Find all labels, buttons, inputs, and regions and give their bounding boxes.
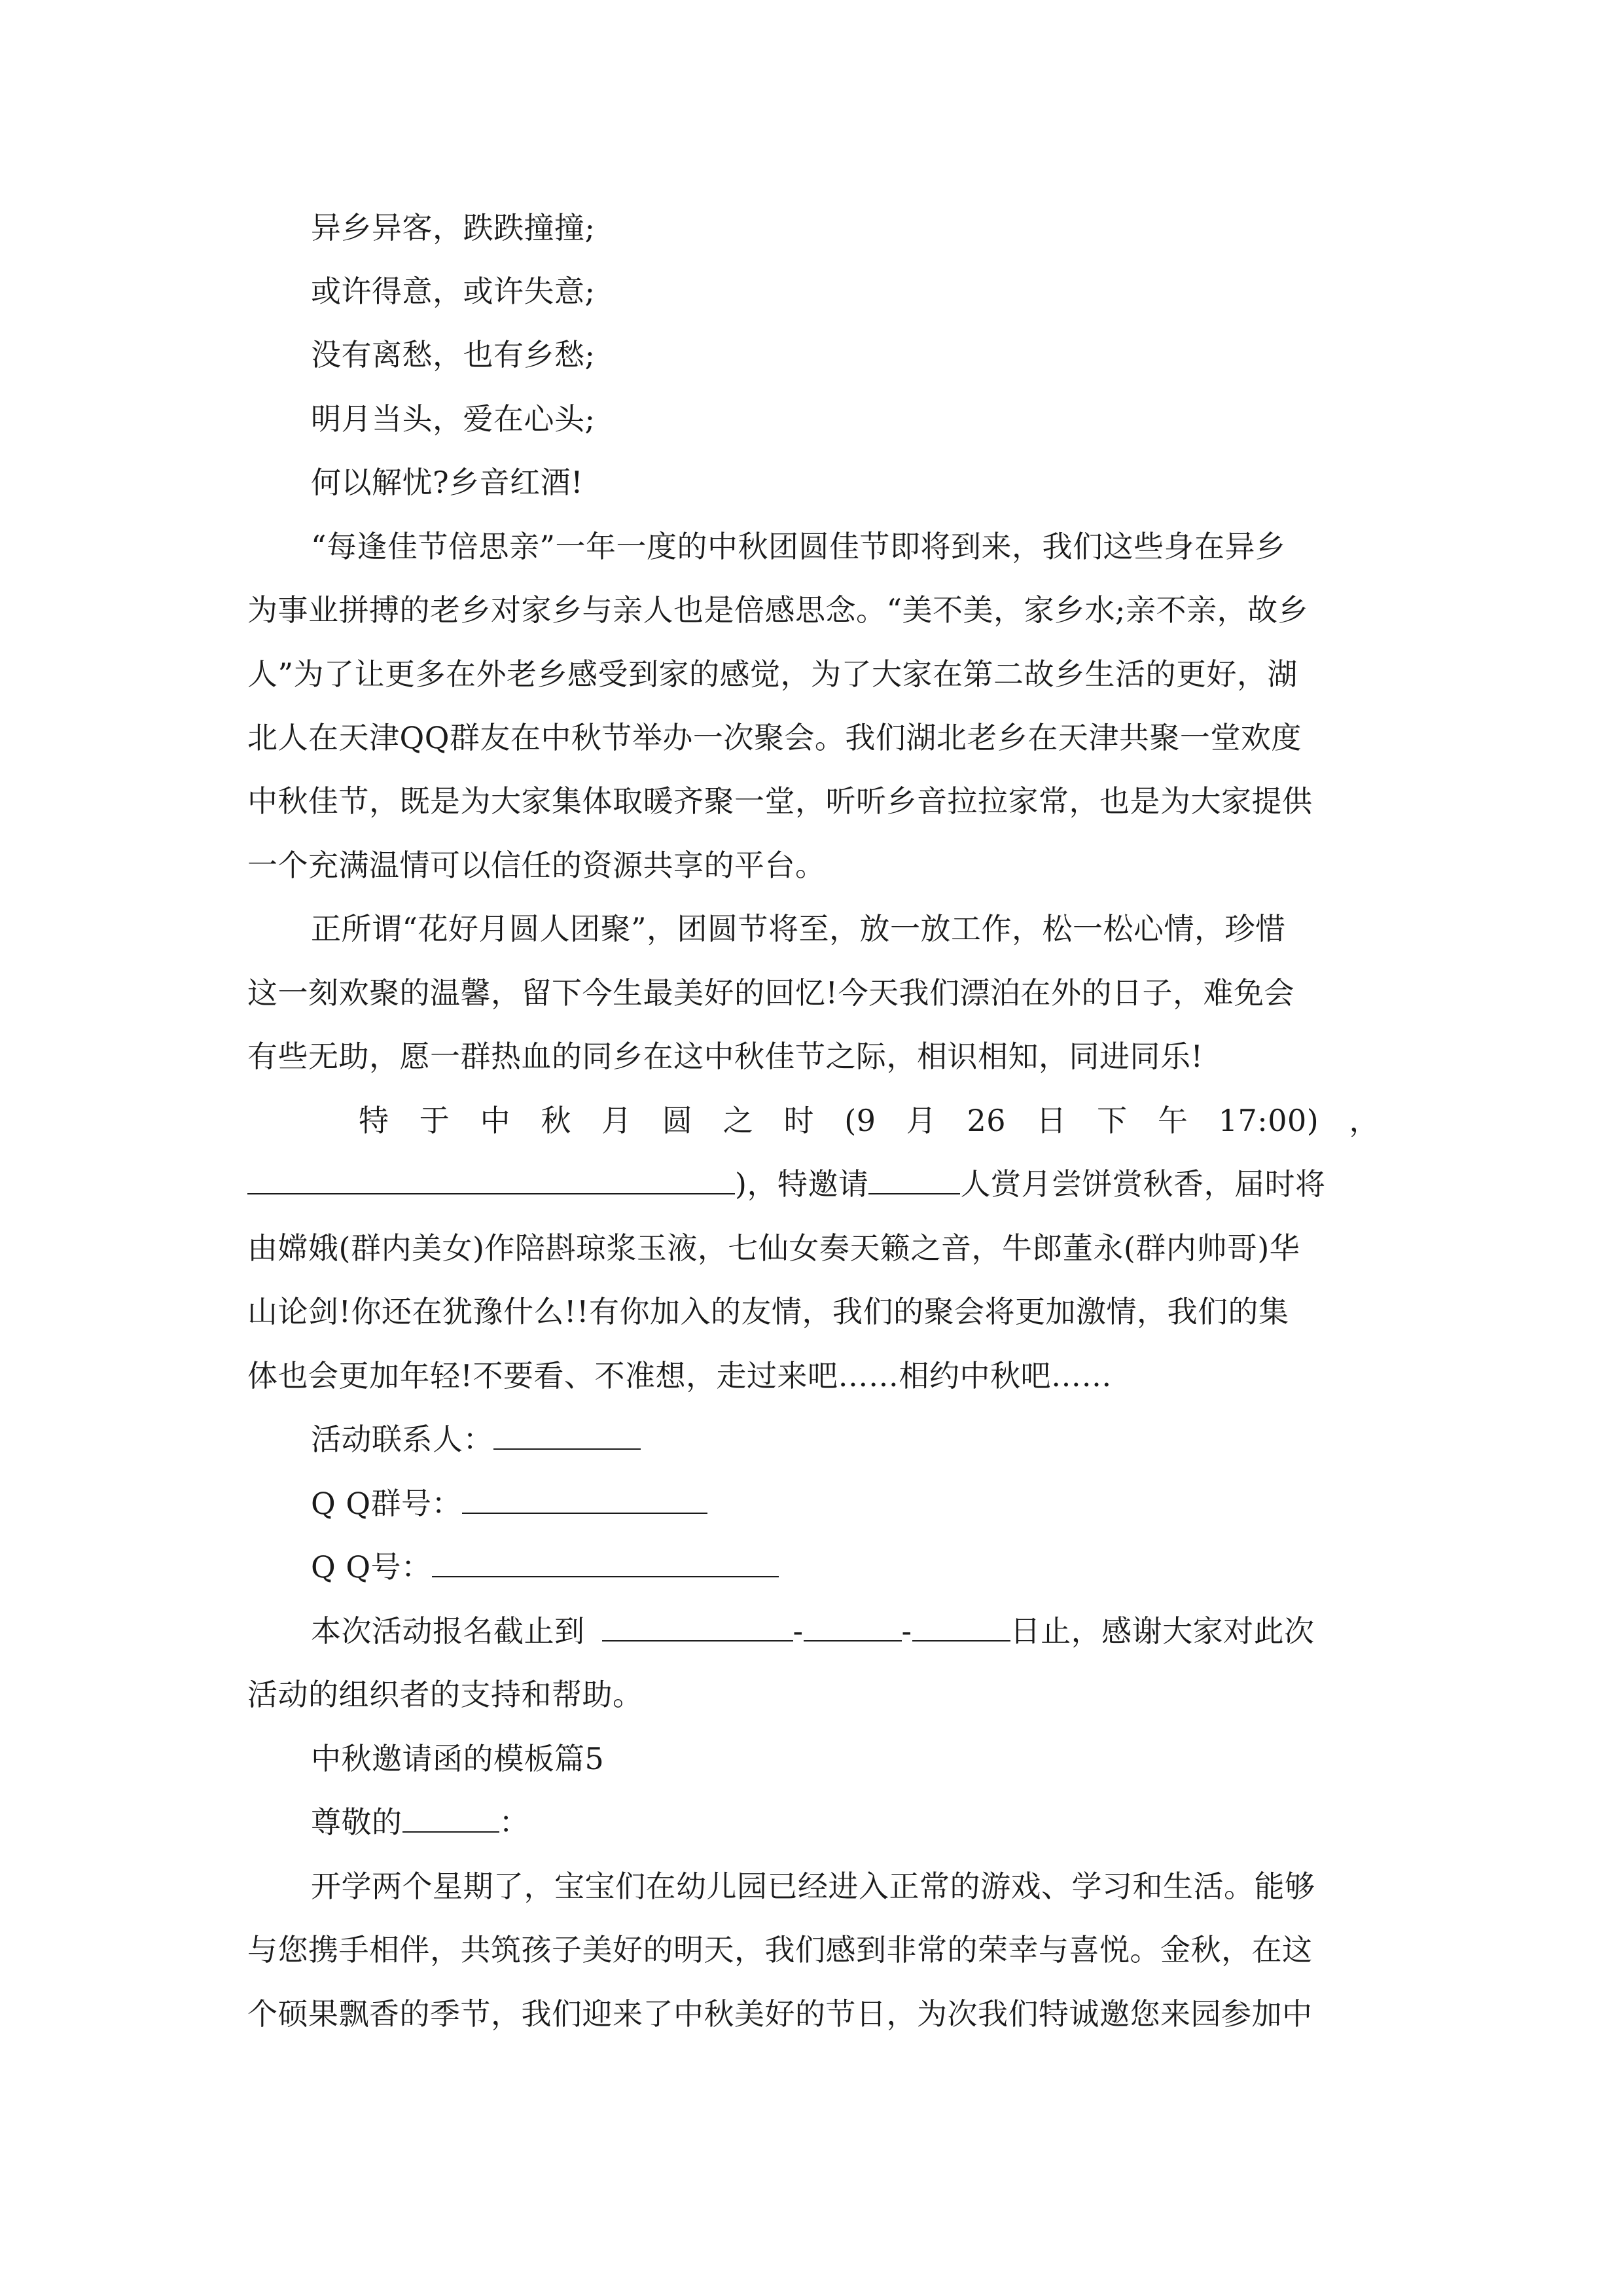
paragraph2-line-2: 这一刻欢聚的温馨，留下今生最美好的回忆!今天我们漂泊在外的日子，难免会 (247, 975, 1294, 1011)
qq-blank[interactable] (432, 1547, 779, 1577)
spaced-word: 26 (967, 1103, 1007, 1138)
spaced-word: 17:00) (1218, 1103, 1319, 1138)
section5-line-3: 个硕果飘香的季节，我们迎来了中秋美好的节日，为次我们特诚邀您来园参加中 (247, 1996, 1313, 2032)
poem-line-5: 何以解忧?乡音红酒! (311, 465, 584, 500)
poem-line-4: 明月当头，爱在心头; (311, 401, 596, 437)
contact-person-label: 活动联系人： (311, 1422, 493, 1457)
spaced-word: 时 (783, 1103, 814, 1138)
spaced-word: 于 (419, 1103, 450, 1138)
paragraph1-line-2: 为事业拼搏的老乡对家乡与亲人也是倍感思念。“美不美，家乡水;亲不亲，故乡 (247, 592, 1309, 628)
spaced-word: 日 (1036, 1103, 1067, 1138)
spaced-word: 特 (359, 1103, 389, 1138)
spaced-word: ， (1349, 1103, 1380, 1138)
paragraph1-line-6: 一个充满温情可以信任的资源共享的平台。 (247, 848, 826, 883)
spaced-word: 月 (906, 1103, 937, 1138)
spaced-word: (9 (844, 1103, 876, 1138)
paragraph3-line-5: 体也会更加年轻!不要看、不准想，走过来吧……相约中秋吧…… (247, 1358, 1112, 1393)
section5-greeting (311, 1803, 1380, 1842)
spaced-word: 秋 (541, 1103, 571, 1138)
paragraph3-line2-text-b: 人赏月尝饼赏秋香，届时将 (960, 1166, 1326, 1202)
section5-heading: 中秋邀请函的模板篇5 (311, 1741, 605, 1776)
section5-line-1: 开学两个星期了，宝宝们在幼儿园已经进入正常的游戏、学习和生活。能够 (311, 1869, 1315, 1904)
paragraph1-line-1: “每逢佳节倍思亲”一年一度的中秋团圆佳节即将到来，我们这些身在异乡 (311, 529, 1286, 564)
paragraph3-line2-text-a: )，特邀请 (735, 1166, 869, 1202)
paragraph3-line-2 (247, 1164, 1380, 1204)
invitee-blank[interactable] (247, 1164, 735, 1194)
poem-line-3: 没有离愁，也有乡愁; (311, 337, 596, 372)
paragraph2-line-3: 有些无助，愿一群热血的同乡在这中秋佳节之际，相识相知，同进同乐! (247, 1039, 1204, 1074)
paragraph1-line-5: 中秋佳节，既是为大家集体取暖齐聚一堂，听听乡音拉拉家常，也是为大家提供 (247, 783, 1313, 819)
spaced-word: 午 (1157, 1103, 1188, 1138)
paragraph2-line-1: 正所谓“花好月圆人团聚”，团圆节将至，放一放工作，松一松心情，珍惜 (311, 911, 1286, 946)
deadline-prefix: 本次活动报名截止到 (311, 1613, 585, 1649)
greeting-suffix: ： (499, 1804, 529, 1840)
paragraph3-line-3: 由嫦娥(群内美女)作陪斟琼浆玉液，七仙女奏天籁之音，牛郎董永(群内帅哥)华 (247, 1230, 1300, 1266)
section5-line-2: 与您携手相伴，共筑孩子美好的明天，我们感到非常的荣幸与喜悦。金秋，在这 (247, 1932, 1313, 1967)
poem-line-2: 或许得意，或许失意; (311, 274, 596, 309)
deadline-suffix: 日止，感谢大家对此次 (1010, 1613, 1315, 1649)
greeting-name-blank[interactable] (402, 1803, 499, 1833)
spaced-word: 下 (1097, 1103, 1128, 1138)
qq-group-row (311, 1484, 1380, 1523)
qq-group-blank[interactable] (462, 1484, 707, 1514)
deadline-month-blank[interactable] (804, 1611, 902, 1641)
deadline-dash-1: - (793, 1613, 804, 1649)
deadline-year-blank[interactable] (602, 1611, 793, 1641)
poem-line-1: 异乡异客，跌跌撞撞; (311, 210, 596, 245)
spaced-word: 之 (722, 1103, 754, 1138)
deadline-day-blank[interactable] (912, 1611, 1010, 1641)
spaced-word: 圆 (662, 1103, 693, 1138)
qq-group-label: Q Q群号： (311, 1486, 463, 1521)
spaced-word: 中 (480, 1103, 511, 1138)
paragraph1-line-4: 北人在天津QQ群友在中秋节举办一次聚会。我们湖北老乡在天津共聚一堂欢度 (247, 720, 1302, 755)
contact-person-blank[interactable] (493, 1420, 641, 1450)
qq-row (311, 1547, 1380, 1587)
greeting-prefix: 尊敬的 (311, 1804, 402, 1840)
deadline-line-1 (311, 1611, 1380, 1651)
deadline-line-2: 活动的组织者的支持和帮助。 (247, 1677, 643, 1712)
paragraph3-line-4: 山论剑!你还在犹豫什么!!有你加入的友情，我们的聚会将更加激情，我们的集 (247, 1294, 1289, 1329)
contact-person-row (311, 1420, 1380, 1459)
paragraph1-line-3: 人”为了让更多在外老乡感受到家的感觉，为了大家在第二故乡生活的更好，湖 (247, 656, 1298, 692)
qq-label: Q Q号： (311, 1549, 432, 1585)
spaced-word: 月 (601, 1103, 632, 1138)
paragraph3-spaced-line (359, 1101, 1380, 1140)
deadline-dash-2: - (901, 1613, 912, 1649)
people-count-blank[interactable] (868, 1164, 960, 1194)
